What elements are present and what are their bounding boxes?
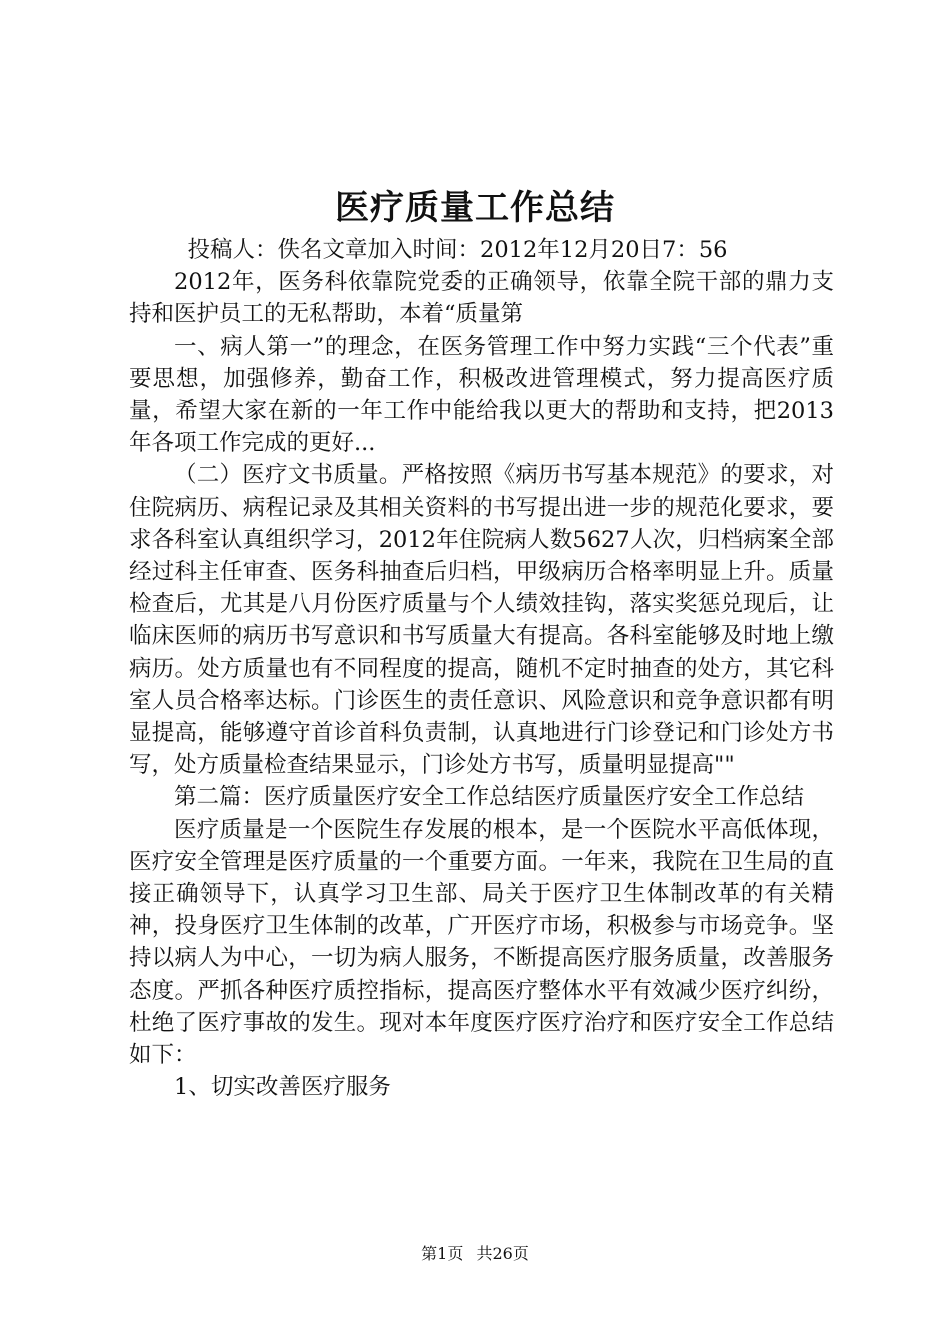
page-footer — [0, 1243, 950, 1265]
paragraph-medical-documents: （二）医疗文书质量。严格按照《病历书写基本规范》的要求，对住院病历、病程记录及其相关资料的书写提出进一步的规范化要求，要求各科室认真组织学习，2012年住院病人数5627人次，归档病案全部经过科主任审查、医务科抽查后归档，甲级病历合格率明显上升。质量检查后，尤其是八月份医疗质量与个人绩效挂钩，落实奖惩兑现后，让临床医师的病历书写意识和书写质量大有提高。各科室能够及时地上缴病历。处方质量也有不同程度的提高，随机不定时抽查的处方，其它科室人员合格率达标。门诊医生的责任意识、风险意识和竞争意识都有明显提高，能够遵守首诊首科负责制，认真地进行门诊登记和门诊处方书写，处方质量检查结果显示，门诊处方书写，质量明显提高"" — [129, 462, 834, 779]
paragraph-patient-first: 一、病人第一”的理念，在医务管理工作中努力实践“三个代表”重要思想，加强修养，勤奋工作，积极改进管理模式，努力提高医疗质量，希望大家在新的一年工作中能给我以更大的帮助和支持，把2013年各项工作完成的更好... — [129, 333, 834, 457]
document-body — [129, 234, 834, 1103]
paragraph-intro: 2012年，医务科依靠院党委的正确领导，依靠全院干部的鼎力支持和医护员工的无私帮助，本着“质量第 — [129, 269, 834, 328]
paragraph-section-1: 1、切实改善医疗服务 — [174, 1074, 391, 1101]
paragraph-quality-overview: 医疗质量是一个医院生存发展的根本，是一个医院水平高低体现，医疗安全管理是医疗质量的一个重要方面。一年来，我院在卫生局的直接正确领导下，认真学习卫生部、局关于医疗卫生体制改革的有关精神，投身医疗卫生体制的改革，广开医疗市场，积极参与市场竞争。坚持以病人为中心，一切为病人服务，不断提高医疗服务质量，改善服务态度。严抓各种医疗质控指标，提高医疗整体水平有效减少医疗纠纷，杜绝了医疗事故的发生。现对本年度医疗医疗治疗和医疗安全工作总结如下： — [129, 816, 834, 1069]
paragraph-second-article-heading: 第二篇：医疗质量医疗安全工作总结医疗质量医疗安全工作总结 — [174, 784, 805, 811]
document-title: 医疗质量工作总结 — [335, 188, 615, 228]
author-meta-line: 投稿人：佚名文章加入时间：2012年12月20日7：56 — [187, 237, 728, 263]
page-total: 共26页 — [476, 1244, 529, 1263]
page-number: 第1页 — [421, 1244, 464, 1263]
